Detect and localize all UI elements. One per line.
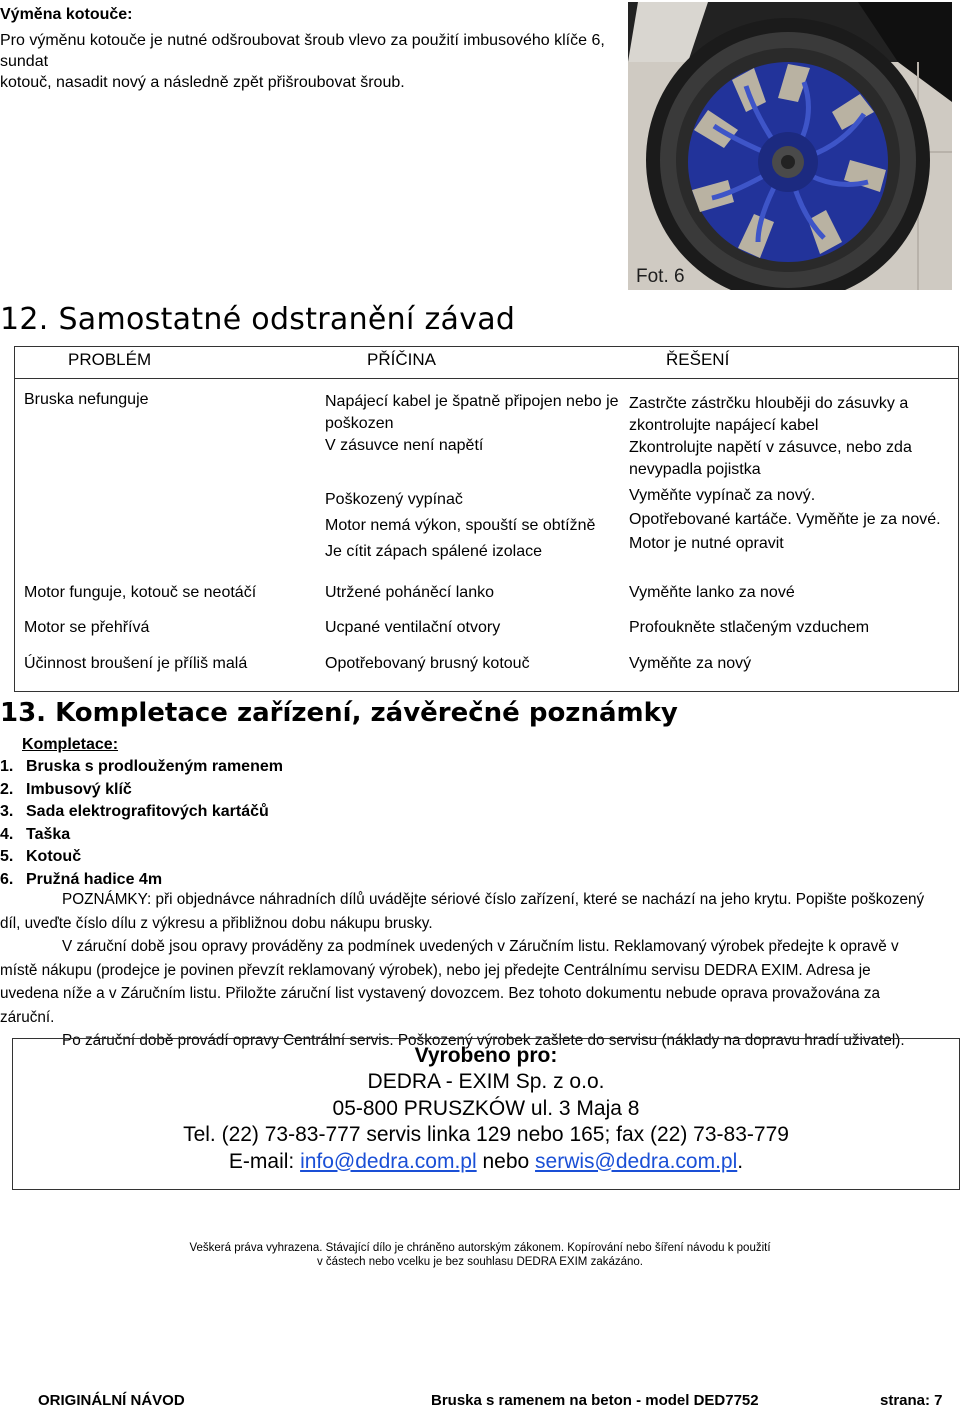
- intro-line-2: kotouč, nasadit nový a následně zpět přišroubovat šroub.: [0, 74, 405, 91]
- photo-caption: Fot. 6: [636, 266, 685, 287]
- cause-line: Motor nemá výkon, spouští se obtížně: [325, 517, 596, 534]
- solution-line: Vyměňte vypínač za nový.: [629, 487, 816, 504]
- header-solution: ŘEŠENÍ: [666, 350, 730, 369]
- list-item: [0, 779, 283, 802]
- copyright-line-1: Veškerá práva vyhrazena. Stávající dílo je chráněno autorským zákonem. Kopírování nebo šíření návodu k použití: [189, 1242, 771, 1254]
- cause-line: Je cítit zápach spálené izolace: [325, 543, 543, 560]
- item-text: Bruska s prodlouženým ramenem: [26, 758, 283, 775]
- producer-title: Vyrobeno pro:: [414, 1044, 558, 1067]
- producer-phone: Tel. (22) 73-83-777 servis linka 129 nebo 165; fax (22) 73-83-779: [183, 1123, 789, 1146]
- producer-address: 05-800 PRUSZKÓW ul. 3 Maja 8: [332, 1096, 640, 1120]
- table-row-2-cause: Utržené poháněcí lanko: [325, 584, 494, 601]
- section-13-heading: 13. Kompletace zařízení, závěrečné poznámky: [0, 698, 678, 728]
- list-item: [0, 801, 283, 824]
- email-prefix: E-mail:: [228, 1149, 301, 1173]
- item-number: 5.: [0, 848, 14, 866]
- email-suffix: .: [737, 1149, 744, 1173]
- table-row-1-cause: [325, 391, 619, 563]
- notes-block: [0, 888, 930, 1053]
- grinding-disc-image: [628, 2, 952, 290]
- item-number: 2.: [0, 780, 14, 798]
- solution-line: Opotřebované kartáče. Vyměňte je za nové.: [629, 511, 941, 528]
- cause-line: Napájecí kabel je špatně připojen nebo je: [325, 393, 619, 410]
- note-paragraph: V záruční době jsou opravy prováděny za podmínek uvedených v Záručním listu. Reklamovaný výrobek předejte k opravě v místě nákupu (prodejce je povinen převzít reklamovaný výrobek), nebo jej předejte Centrálnímu servisu DEDRA EXIM. Adresa je uvedena níže a v Záručním listu. Přiložte záruční list vystavený dovozcem. Bez tohoto dokumentu nebude oprava provažována za záruční.: [0, 938, 899, 1026]
- intro-line-1: Pro výměnu kotouče je nutné odšroubovat šroub vlevo za použití imbusového klíče 6, sundat: [0, 32, 605, 70]
- item-text: Kotouč: [26, 848, 82, 866]
- item-number: 3.: [0, 803, 14, 821]
- disc-replacement-text: [0, 30, 620, 93]
- section-12-heading: 12. Samostatné odstranění závad: [0, 302, 516, 337]
- solution-line: zkontrolujte napájecí kabel: [629, 417, 819, 434]
- solution-line: Zkontrolujte napětí v zásuvce, nebo zda: [629, 439, 912, 456]
- kompletace-list: [0, 756, 283, 892]
- footer-page-number: strana: 7: [880, 1392, 943, 1409]
- info-email-link[interactable]: info@dedra.com.pl: [300, 1149, 477, 1173]
- problem-line: Bruska nefunguje: [24, 391, 149, 408]
- troubleshooting-table: [14, 346, 959, 692]
- cause-line: [325, 457, 619, 489]
- kompletace-label: Kompletace:: [22, 736, 119, 753]
- list-item: [0, 824, 283, 847]
- table-row-3-cause: Ucpané ventilační otvory: [325, 619, 501, 636]
- table-row-2-problem: Motor funguje, kotouč se neotáčí: [24, 584, 257, 601]
- solution-line: Zastrčte zástrčku hlouběji do zásuvky a: [629, 395, 909, 412]
- item-text: Imbusový klíč: [26, 780, 132, 798]
- solution-line: nevypadla pojistka: [629, 461, 761, 478]
- footer-center: Bruska s ramenem na beton - model DED7752: [431, 1392, 759, 1409]
- service-email-link[interactable]: serwis@dedra.com.pl: [535, 1149, 738, 1173]
- table-row-4-cause: Opotřebovaný brusný kotouč: [325, 655, 530, 672]
- table-row-3-problem: Motor se přehřívá: [24, 619, 150, 636]
- item-text: Taška: [26, 825, 71, 843]
- section-title-disc-replacement: Výměna kotouče:: [0, 6, 133, 23]
- table-row-1-solution: [629, 393, 941, 555]
- item-number: 4.: [0, 825, 14, 843]
- item-text: Pružná hadice 4m: [26, 870, 163, 888]
- table-divider: [14, 378, 959, 379]
- producer-company: DEDRA - EXIM Sp. z o.o.: [367, 1070, 605, 1093]
- note-paragraph: Po záruční době provádí opravy Centrální servis. Poškozený výrobek zašlete do servisu (náklady na dopravu hradí uživatel).: [62, 1032, 905, 1049]
- table-row-4-problem: Účinnost broušení je příliš malá: [24, 655, 248, 672]
- note-paragraph: POZNÁMKY: při objednávce náhradních dílů uvádějte sériové číslo zařízení, které se nachází na jeho krytu. Popište poškozený díl, uveďte číslo dílu z výkresu a přibližnou dobu nákupu brusky.: [0, 891, 925, 932]
- cause-line: poškozen: [325, 415, 394, 432]
- item-number: 6.: [0, 870, 14, 888]
- list-item: [0, 756, 283, 779]
- item-text: Sada elektrografitových kartáčů: [26, 803, 269, 821]
- table-row-1-problem: [24, 389, 149, 411]
- list-item: [0, 846, 283, 869]
- header-problem: PROBLÉM: [68, 350, 152, 369]
- copyright-line-2: v částech nebo vcelku je bez souhlasu DEDRA EXIM zakázáno.: [316, 1256, 643, 1268]
- producer-box: [12, 1038, 960, 1190]
- header-cause: PŘÍČINA: [367, 350, 436, 369]
- cause-line: V zásuvce není napětí: [325, 437, 484, 454]
- table-row-2-solution: Vyměňte lanko za nové: [629, 584, 795, 601]
- footer-left: ORIGINÁLNÍ NÁVOD: [38, 1392, 185, 1409]
- table-row-4-solution: Vyměňte za nový: [629, 655, 752, 672]
- email-separator: nebo: [476, 1149, 536, 1173]
- item-number: 1.: [0, 758, 14, 775]
- disc-photo: [628, 2, 952, 290]
- cause-line: Poškozený vypínač: [325, 491, 463, 508]
- copyright-notice: [0, 1241, 960, 1269]
- solution-line: Motor je nutné opravit: [629, 535, 784, 552]
- table-row-3-solution: Profoukněte stlačeným vzduchem: [629, 619, 870, 636]
- producer-email-line: [13, 1149, 959, 1176]
